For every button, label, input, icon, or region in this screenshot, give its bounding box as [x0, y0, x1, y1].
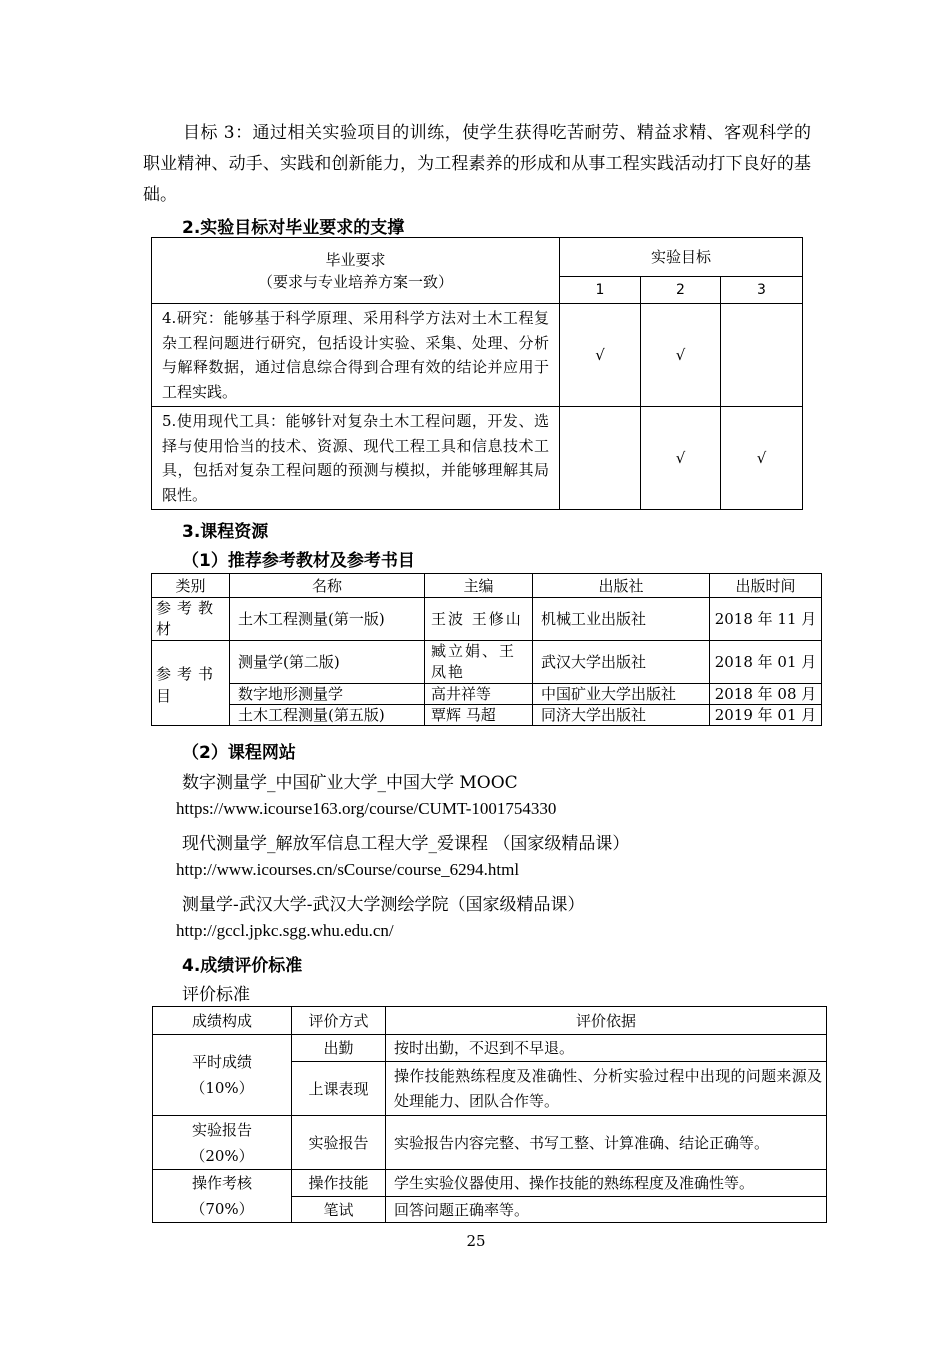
goal-col-1: 1: [560, 277, 641, 304]
website-title: 现代测量学_解放军信息工程大学_爱课程 （国家级精品课）: [182, 834, 630, 854]
books-header-category: 类别: [152, 574, 230, 598]
grade-group-operation: [153, 1170, 292, 1223]
section-2-heading: 2.实验目标对毕业要求的支撑: [182, 218, 405, 238]
group-percent: （20%）: [190, 1146, 254, 1165]
book-date: 2018 年 11 月: [710, 598, 822, 641]
group-percent: （70%）: [190, 1200, 254, 1218]
section-4-heading: 4.成绩评价标准: [182, 956, 303, 976]
books-header-name: 名称: [230, 574, 425, 598]
section-3-heading: 3.课程资源: [182, 522, 269, 542]
basis: 操作技能熟练程度及准确性、分析实验过程中出现的问题来源及处理能力、团队合作等。: [386, 1062, 827, 1116]
goal-col-2: 2: [641, 277, 721, 304]
grading-table: [152, 1006, 827, 1223]
requirement-header: [152, 238, 560, 304]
criteria-subheading: 评价标准: [182, 985, 250, 1005]
requirement-header-line2: （要求与专业培养方案一致）: [257, 272, 453, 291]
category-reference: 参考书目: [152, 641, 230, 726]
book-publisher: 同济大学出版社: [533, 705, 710, 726]
books-header-publisher: 出版社: [533, 574, 710, 598]
book-editor: 臧立娟、王凤艳: [425, 641, 533, 684]
website-url-link[interactable]: https://www.icourse163.org/course/CUMT-1001754330: [176, 799, 557, 818]
website-url-link[interactable]: http://gccl.jpkc.sgg.whu.edu.cn/: [176, 921, 394, 940]
requirement-header-line1: 毕业要求: [325, 250, 386, 269]
book-date: 2018 年 01 月: [710, 641, 822, 684]
book-name: 土木工程测量(第一版): [230, 598, 425, 641]
group-percent: （10%）: [190, 1079, 254, 1097]
method: 上课表现: [292, 1062, 386, 1116]
mark-r2-c1: [560, 407, 641, 510]
website-title: 数字测量学_中国矿业大学_中国大学 MOOC: [182, 773, 518, 793]
book-date: 2018 年 08 月: [710, 684, 822, 705]
grade-group-report: [153, 1116, 292, 1170]
basis: 按时出勤，不迟到不早退。: [386, 1035, 827, 1062]
grade-group-regular: [153, 1035, 292, 1116]
mark-r2-c2: √: [641, 407, 721, 510]
method: 操作技能: [292, 1170, 386, 1197]
method: 出勤: [292, 1035, 386, 1062]
group-name: 平时成绩: [191, 1053, 252, 1071]
book-name: 测量学(第二版): [230, 641, 425, 684]
grading-header-method: 评价方式: [292, 1007, 386, 1035]
website-url-link[interactable]: http://www.icourses.cn/sCourse/course_6294.html: [176, 860, 520, 879]
mark-r2-c3: √: [721, 407, 803, 510]
method: 实验报告: [292, 1116, 386, 1170]
website-title: 测量学-武汉大学-武汉大学测绘学院（国家级精品课）: [182, 895, 585, 915]
group-name: 实验报告: [191, 1120, 252, 1139]
book-editor: 高井祥等: [425, 684, 533, 705]
goal-header: 实验目标: [560, 238, 803, 277]
basis: 实验报告内容完整、书写工整、计算准确、结论正确等。: [386, 1116, 827, 1170]
page-number: 25: [466, 1232, 486, 1250]
books-header-editor: 主编: [425, 574, 533, 598]
mark-r1-c3: [721, 304, 803, 407]
requirement-5: 5.使用现代工具：能够针对复杂土木工程问题，开发、选择与使用恰当的技术、资源、现代工程工具和信息技术工具，包括对复杂工程问题的预测与模拟，并能够理解其局限性。: [152, 407, 560, 510]
book-publisher: 中国矿业大学出版社: [533, 684, 710, 705]
grading-header-basis: 评价依据: [386, 1007, 827, 1035]
basis: 回答问题正确率等。: [386, 1197, 827, 1223]
support-table: [151, 237, 803, 510]
basis: 学生实验仪器使用、操作技能的熟练程度及准确性等。: [386, 1170, 827, 1197]
books-header-date: 出版时间: [710, 574, 822, 598]
book-editor: 王波 王修山: [425, 598, 533, 641]
websites-subheading: （2）课程网站: [182, 743, 296, 763]
mark-r1-c1: √: [560, 304, 641, 407]
mark-r1-c2: √: [641, 304, 721, 407]
books-subheading: （1）推荐参考教材及参考书目: [182, 551, 415, 571]
book-editor: 覃辉 马超: [425, 705, 533, 726]
group-name: 操作考核: [191, 1174, 252, 1192]
book-date: 2019 年 01 月: [710, 705, 822, 726]
book-name: 土木工程测量(第五版): [230, 705, 425, 726]
book-publisher: 机械工业出版社: [533, 598, 710, 641]
book-name: 数字地形测量学: [230, 684, 425, 705]
requirement-4: 4.研究：能够基于科学原理、采用科学方法对土木工程复杂工程问题进行研究，包括设计实验、采集、处理、分析与解释数据，通过信息综合得到合理有效的结论并应用于工程实践。: [152, 304, 560, 407]
books-table: [151, 573, 822, 726]
grading-header-composition: 成绩构成: [153, 1007, 292, 1035]
category-textbook: 参考教材: [152, 598, 230, 641]
method: 笔试: [292, 1197, 386, 1223]
goal-col-3: 3: [721, 277, 803, 304]
goal-3-paragraph: 目标 3：通过相关实验项目的训练，使学生获得吃苦耐劳、精益求精、客观科学的职业精神、动手、实践和创新能力，为工程素养的形成和从事工程实践活动打下良好的基础。: [143, 123, 811, 205]
book-publisher: 武汉大学出版社: [533, 641, 710, 684]
